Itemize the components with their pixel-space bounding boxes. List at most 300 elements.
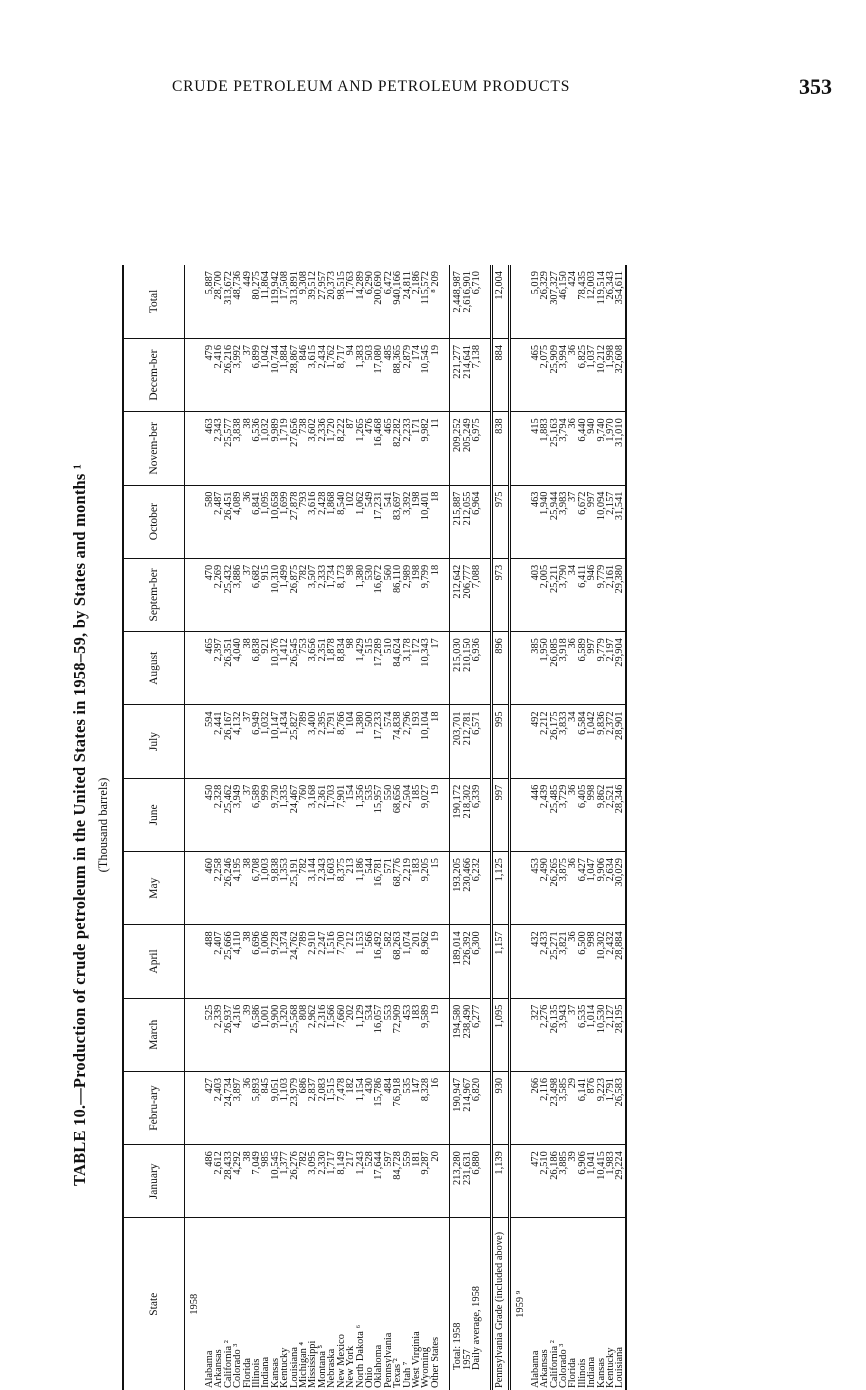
table-cell: 10,104 xyxy=(421,705,430,778)
table-cell: 213 xyxy=(346,852,355,925)
table-cell: 1,603 xyxy=(327,852,336,925)
table-cell: 1,157 xyxy=(492,925,509,998)
table-cell xyxy=(440,998,450,1071)
table-cell: 3,392 xyxy=(403,485,412,558)
table-cell: 37 xyxy=(243,558,252,631)
table-cell: 1,998 xyxy=(606,338,615,411)
table-cell: 4,110 xyxy=(233,925,242,998)
table-cell: 8,222 xyxy=(337,412,346,485)
table-cell: 26,875 xyxy=(290,558,299,631)
table-cell: 25,666 xyxy=(224,925,233,998)
table-cell: 6,949 xyxy=(252,705,261,778)
table-cell: 10,530 xyxy=(597,998,606,1071)
state-name: Total: 1958 xyxy=(450,1218,463,1390)
table-cell xyxy=(440,558,450,631)
table-cell: 3,095 xyxy=(308,1145,317,1218)
table-cell: 25,191 xyxy=(290,852,299,925)
table-cell: 472 xyxy=(531,1145,540,1218)
state-name: North Dakota ⁶ xyxy=(354,1324,366,1388)
table-cell: 25,909 xyxy=(550,338,559,411)
table-cell: 8,540 xyxy=(337,485,346,558)
table-cell: 25,577 xyxy=(224,412,233,485)
table-cell: 485 xyxy=(384,338,393,411)
table-cell xyxy=(509,925,531,998)
state-name: Illinois xyxy=(576,1358,588,1388)
table-cell: 415 xyxy=(531,412,540,485)
table-cell: 1,335 xyxy=(280,778,289,851)
table-cell: 4,089 xyxy=(233,485,242,558)
table-cell: 3,729 xyxy=(559,778,568,851)
table-cell: 119,514 xyxy=(597,265,606,338)
table-cell: 9,779 xyxy=(597,558,606,631)
table-cell: 17 xyxy=(431,632,440,705)
table-cell: 7,901 xyxy=(337,778,346,851)
table-cell: 6,899 xyxy=(252,338,261,411)
table-cell: 307,327 xyxy=(550,265,559,338)
table-cell: 4,292 xyxy=(233,1145,242,1218)
table-cell: 174 xyxy=(412,338,421,411)
table-cell: 16,672 xyxy=(374,558,383,631)
table-cell: 566 xyxy=(365,925,374,998)
table-cell: 2,962 xyxy=(308,998,317,1071)
column-header: October xyxy=(123,485,185,558)
table-cell: 102 xyxy=(346,485,355,558)
column-header: Febru-ary xyxy=(123,1071,185,1144)
table-cell: 3,178 xyxy=(403,632,412,705)
table-cell: 7,049 xyxy=(252,1145,261,1218)
table-cell: 1,243 xyxy=(356,1145,365,1218)
state-name: Indiana xyxy=(260,1356,272,1388)
state-name: Daily average, 1958 xyxy=(470,1286,482,1370)
table-cell: 16,492 xyxy=(374,925,383,998)
table-cell xyxy=(440,1218,450,1390)
table-cell: 2,490 xyxy=(540,852,549,925)
table-cell: 202 xyxy=(346,998,355,1071)
state-name: Florida xyxy=(567,1357,579,1388)
table-cell: 193,205 xyxy=(450,852,463,925)
table-cell: 84,624 xyxy=(393,632,402,705)
state-name: Other States xyxy=(429,1336,441,1388)
table-cell: 36 xyxy=(568,778,577,851)
state-name: Montana ⁵ xyxy=(316,1344,328,1388)
table-cell: 230,466 xyxy=(463,852,472,925)
table-cell xyxy=(481,1145,492,1218)
table-cell: 78,435 xyxy=(578,265,587,338)
table-row xyxy=(421,265,430,1390)
table-cell xyxy=(481,925,492,998)
table-cell: 1,699 xyxy=(280,485,289,558)
table-cell: 997 xyxy=(587,485,596,558)
rotated-table-block xyxy=(70,260,790,1390)
table-cell: 10,310 xyxy=(271,558,280,631)
table-cell: 3,821 xyxy=(559,925,568,998)
table-cell: 19 xyxy=(431,925,440,998)
table-cell xyxy=(440,412,450,485)
table-cell: 6,841 xyxy=(252,485,261,558)
table-cell: 98,515 xyxy=(337,265,346,338)
table-cell: 1,374 xyxy=(280,925,289,998)
table-cell: 1,983 xyxy=(606,1145,615,1218)
table-cell: 15,957 xyxy=(374,778,383,851)
state-name: Kansas xyxy=(595,1357,607,1388)
table-cell: 10,212 xyxy=(597,338,606,411)
table-cell: 6,472 xyxy=(384,265,393,338)
table-cell: 37 xyxy=(568,485,577,558)
table-cell: 84,728 xyxy=(393,1145,402,1218)
table-cell: 17,289 xyxy=(374,632,383,705)
table-cell: 3,602 xyxy=(308,412,317,485)
table-cell: 11,864 xyxy=(261,265,270,338)
table-cell: 6,535 xyxy=(578,998,587,1071)
table-cell: 1,515 xyxy=(327,1071,336,1144)
table-cell: 8,962 xyxy=(421,925,430,998)
table-cell: 9,838 xyxy=(271,852,280,925)
table-cell: 215,030 xyxy=(450,632,463,705)
table-cell: 9,989 xyxy=(271,412,280,485)
table-cell: 3,144 xyxy=(308,852,317,925)
table-cell: 1,103 xyxy=(280,1071,289,1144)
table-cell xyxy=(509,485,531,558)
table-cell: 2,432 xyxy=(606,925,615,998)
table-row xyxy=(233,265,242,1390)
table-cell: 212,055 xyxy=(463,485,472,558)
table-cell: 183 xyxy=(412,852,421,925)
table-cell xyxy=(481,412,492,485)
table-cell: 2,448,987 xyxy=(450,265,463,338)
table-cell: 1,883 xyxy=(540,412,549,485)
table-cell: 597 xyxy=(384,1145,393,1218)
table-cell: 15,786 xyxy=(374,1071,383,1144)
table-cell xyxy=(440,705,450,778)
table-cell: 24,734 xyxy=(224,1071,233,1144)
table-cell: 6,696 xyxy=(252,925,261,998)
table-body xyxy=(185,265,626,1390)
table-cell xyxy=(509,852,531,925)
table-cell: 1,042 xyxy=(261,338,270,411)
table-cell: 1,003 xyxy=(261,852,270,925)
table-cell: 6,536 xyxy=(252,412,261,485)
table-cell xyxy=(509,412,531,485)
table-cell xyxy=(440,338,450,411)
table-cell: 27,656 xyxy=(290,412,299,485)
state-name: Colorado ³ xyxy=(558,1343,569,1388)
table-cell: 594 xyxy=(205,705,214,778)
table-cell: 38 xyxy=(243,412,252,485)
table-cell: 6,682 xyxy=(252,558,261,631)
table-cell: 432 xyxy=(531,925,540,998)
table-cell: 549 xyxy=(365,485,374,558)
table-cell: 6,584 xyxy=(578,705,587,778)
table-cell: 14,289 xyxy=(356,265,365,338)
table-cell: 500 xyxy=(365,705,374,778)
table-cell: 3,400 xyxy=(308,705,317,778)
table-cell: 2,157 xyxy=(606,485,615,558)
table-cell: 9,836 xyxy=(597,705,606,778)
table-cell: 915 xyxy=(261,558,270,631)
table-cell: 9,730 xyxy=(271,778,280,851)
table-cell: 26,167 xyxy=(224,705,233,778)
table-cell: 20,373 xyxy=(327,265,336,338)
table-cell: 8,328 xyxy=(421,1071,430,1144)
state-name: Texas ² xyxy=(392,1358,404,1388)
page-number: 353 xyxy=(799,74,832,99)
table-cell: 3,992 xyxy=(233,338,242,411)
table-cell: 98 xyxy=(346,632,355,705)
table-cell: 26,246 xyxy=(224,852,233,925)
table-cell: 1,032 xyxy=(261,412,270,485)
table-cell: 3,886 xyxy=(233,558,242,631)
table-cell: 172 xyxy=(412,632,421,705)
table-cell: 27,878 xyxy=(290,485,299,558)
table-cell: 24,762 xyxy=(290,925,299,998)
column-header: Novem-ber xyxy=(123,412,185,485)
table-cell: 29,224 xyxy=(615,1145,625,1218)
state-name: Louisiana xyxy=(614,1347,626,1388)
table-cell: 973 xyxy=(492,558,509,631)
state-name: Oklahoma xyxy=(373,1344,385,1388)
table-cell: 46,150 xyxy=(559,265,568,338)
table-cell: 1,412 xyxy=(280,632,289,705)
table-cell: 28,433 xyxy=(224,1145,233,1218)
table-cell: 1,720 xyxy=(327,412,336,485)
table-cell: 17,080 xyxy=(374,338,383,411)
table-cell: 446 xyxy=(531,778,540,851)
table-cell: 463 xyxy=(205,412,214,485)
table-cell: 753 xyxy=(299,632,308,705)
table-cell: 985 xyxy=(261,1145,270,1218)
table-cell: 2,634 xyxy=(606,852,615,925)
table-cell: 793 xyxy=(299,485,308,558)
table-cell: 789 xyxy=(299,925,308,998)
table-cell: 29,904 xyxy=(615,632,625,705)
table-cell: 2,247 xyxy=(318,925,327,998)
table-cell: 34 xyxy=(568,705,577,778)
table-cell: 201 xyxy=(412,925,421,998)
table-cell: 28,901 xyxy=(615,705,625,778)
table-cell: 9,900 xyxy=(271,998,280,1071)
table-cell: 782 xyxy=(299,558,308,631)
table-cell: 238,490 xyxy=(463,998,472,1071)
table-cell: 4,040 xyxy=(233,632,242,705)
table-cell xyxy=(185,925,206,998)
state-name: Florida xyxy=(241,1357,253,1388)
table-cell: 2,441 xyxy=(214,705,223,778)
table-cell: 185 xyxy=(412,778,421,851)
table-cell: 2,395 xyxy=(318,705,327,778)
table-cell: 200,690 xyxy=(374,265,383,338)
table-cell: 26,216 xyxy=(224,338,233,411)
table-cell: 37 xyxy=(568,998,577,1071)
table-cell xyxy=(440,1071,450,1144)
table-cell: 266 xyxy=(531,1071,540,1144)
table-cell: 39 xyxy=(243,998,252,1071)
table-cell: 313,672 xyxy=(224,265,233,338)
table-cell: 1,062 xyxy=(356,485,365,558)
table-cell: 808 xyxy=(299,998,308,1071)
table-cell: 313,891 xyxy=(290,265,299,338)
table-cell: 998 xyxy=(587,925,596,998)
table-cell: 2,276 xyxy=(540,998,549,1071)
table-cell xyxy=(481,338,492,411)
table-cell: 19 xyxy=(431,998,440,1071)
table-cell: 214,967 xyxy=(463,1071,472,1144)
table-cell: 2,233 xyxy=(403,412,412,485)
table-cell: 94 xyxy=(346,338,355,411)
column-header: Total xyxy=(123,265,185,338)
table-cell: 2,075 xyxy=(540,338,549,411)
table-cell: 203,701 xyxy=(450,705,463,778)
table-cell: 449 xyxy=(243,265,252,338)
table-cell: 29 xyxy=(568,1071,577,1144)
state-name: Colorado ³ xyxy=(232,1343,244,1388)
table-cell: 36 xyxy=(243,485,252,558)
table-cell: 1,153 xyxy=(356,925,365,998)
table-cell: 1,032 xyxy=(261,705,270,778)
table-cell: 2,879 xyxy=(403,338,412,411)
table-cell xyxy=(185,778,206,851)
spacer-row xyxy=(440,265,450,1390)
table-cell: 171 xyxy=(412,412,421,485)
table-cell: 2,336 xyxy=(318,412,327,485)
table-cell: 403 xyxy=(531,558,540,631)
table-cell: 6,277 xyxy=(472,998,481,1071)
table-cell: 9,799 xyxy=(421,558,430,631)
table-cell: 217 xyxy=(346,1145,355,1218)
table-cell: 6,586 xyxy=(252,998,261,1071)
table-cell: 1,139 xyxy=(492,1145,509,1218)
table-cell: 6,820 xyxy=(472,1071,481,1144)
table-cell: 26,451 xyxy=(224,485,233,558)
table-row xyxy=(492,265,509,1390)
table-cell xyxy=(440,925,450,998)
table-cell: 181 xyxy=(412,1145,421,1218)
table-cell: 997 xyxy=(492,778,509,851)
table-cell: 7,660 xyxy=(337,998,346,1071)
table-cell: 9,728 xyxy=(271,925,280,998)
table-cell: 2,333 xyxy=(318,558,327,631)
table-cell: 9,740 xyxy=(597,412,606,485)
state-name: Alabama xyxy=(529,1350,541,1388)
table-cell: 541 xyxy=(384,485,393,558)
state-name: New York xyxy=(345,1345,357,1388)
table-cell: 2,434 xyxy=(318,338,327,411)
table-cell xyxy=(481,1218,492,1390)
table-cell: 1,186 xyxy=(356,852,365,925)
table-header xyxy=(123,265,185,1390)
table-cell: 2,403 xyxy=(214,1071,223,1144)
table-cell: 8,717 xyxy=(337,338,346,411)
table-cell: 1,074 xyxy=(403,925,412,998)
table-cell: 975 xyxy=(492,485,509,558)
table-cell xyxy=(481,778,492,851)
table-cell: 17,508 xyxy=(280,265,289,338)
table-cell: 6,440 xyxy=(578,412,587,485)
table-cell: 2,612 xyxy=(214,1145,223,1218)
table-cell: 760 xyxy=(299,778,308,851)
table-cell: 7,700 xyxy=(337,925,346,998)
table-row xyxy=(615,265,625,1390)
table-cell: 26,265 xyxy=(550,852,559,925)
table-cell: 1,566 xyxy=(327,998,336,1071)
table-cell: 930 xyxy=(492,1071,509,1144)
table-cell: 32,608 xyxy=(615,338,625,411)
table-cell: 231,631 xyxy=(463,1145,472,1218)
table-cell: 2,397 xyxy=(214,632,223,705)
table-cell: 24,467 xyxy=(290,778,299,851)
table-cell: 26,175 xyxy=(550,705,559,778)
table-cell: 492 xyxy=(531,705,540,778)
table-cell: 8,149 xyxy=(337,1145,346,1218)
table-cell: 544 xyxy=(365,852,374,925)
table-cell: 194,580 xyxy=(450,998,463,1071)
table-cell: 9,906 xyxy=(597,852,606,925)
table-cell: 2,439 xyxy=(540,778,549,851)
table-cell: 9,223 xyxy=(597,1071,606,1144)
table-cell: 6,672 xyxy=(578,485,587,558)
table-cell: 12,003 xyxy=(587,265,596,338)
table-cell: 10,401 xyxy=(421,485,430,558)
table-cell: 29,380 xyxy=(615,558,625,631)
table-cell: 6,975 xyxy=(472,412,481,485)
table-cell: 430 xyxy=(365,1071,374,1144)
table-cell: 1,970 xyxy=(606,412,615,485)
table-cell: 16,057 xyxy=(374,998,383,1071)
table-cell: 6,708 xyxy=(252,852,261,925)
table-cell: 147 xyxy=(412,1071,421,1144)
table-cell: 450 xyxy=(205,778,214,851)
table-cell: 115,572 xyxy=(421,265,430,338)
state-name: Michigan ⁴ xyxy=(298,1341,310,1388)
table-cell: 9,287 xyxy=(421,1145,430,1218)
table-cell: 2,796 xyxy=(403,705,412,778)
table-cell: 782 xyxy=(299,1145,308,1218)
table-cell: 550 xyxy=(384,778,393,851)
table-cell: 476 xyxy=(365,412,374,485)
table-cell: 845 xyxy=(261,1071,270,1144)
column-header: April xyxy=(123,925,185,998)
table-cell: 2,116 xyxy=(540,1071,549,1144)
table-cell: 896 xyxy=(492,632,509,705)
table-cell: 3,897 xyxy=(233,1071,242,1144)
table-cell: 571 xyxy=(384,852,393,925)
table-cell: 4,132 xyxy=(233,705,242,778)
table-cell: 2,428 xyxy=(318,485,327,558)
table-cell: 182 xyxy=(346,1071,355,1144)
table-cell: 68,263 xyxy=(393,925,402,998)
table-cell: 6,339 xyxy=(472,778,481,851)
table-cell: 9,982 xyxy=(421,412,430,485)
table-cell: 1,383 xyxy=(356,338,365,411)
table-cell: 465 xyxy=(205,632,214,705)
state-name: Kentucky xyxy=(605,1347,617,1388)
table-cell: 23,979 xyxy=(290,1071,299,1144)
table-cell: 1,791 xyxy=(606,1071,615,1144)
table-cell xyxy=(185,632,206,705)
section-label: 1958 xyxy=(189,1293,201,1315)
table-cell: 1,878 xyxy=(327,632,336,705)
table-cell: 1,037 xyxy=(587,338,596,411)
table-cell: 7,138 xyxy=(472,338,481,411)
table-cell: 26,351 xyxy=(224,632,233,705)
section-label: 1959 ⁹ xyxy=(515,1290,527,1318)
table-cell: 4,195 xyxy=(233,852,242,925)
section-row xyxy=(509,265,531,1390)
table-cell: 8,766 xyxy=(337,705,346,778)
table-cell: 7,088 xyxy=(472,558,481,631)
table-cell: 190,947 xyxy=(450,1071,463,1144)
table-cell xyxy=(481,558,492,631)
table-cell: 327 xyxy=(531,998,540,1071)
